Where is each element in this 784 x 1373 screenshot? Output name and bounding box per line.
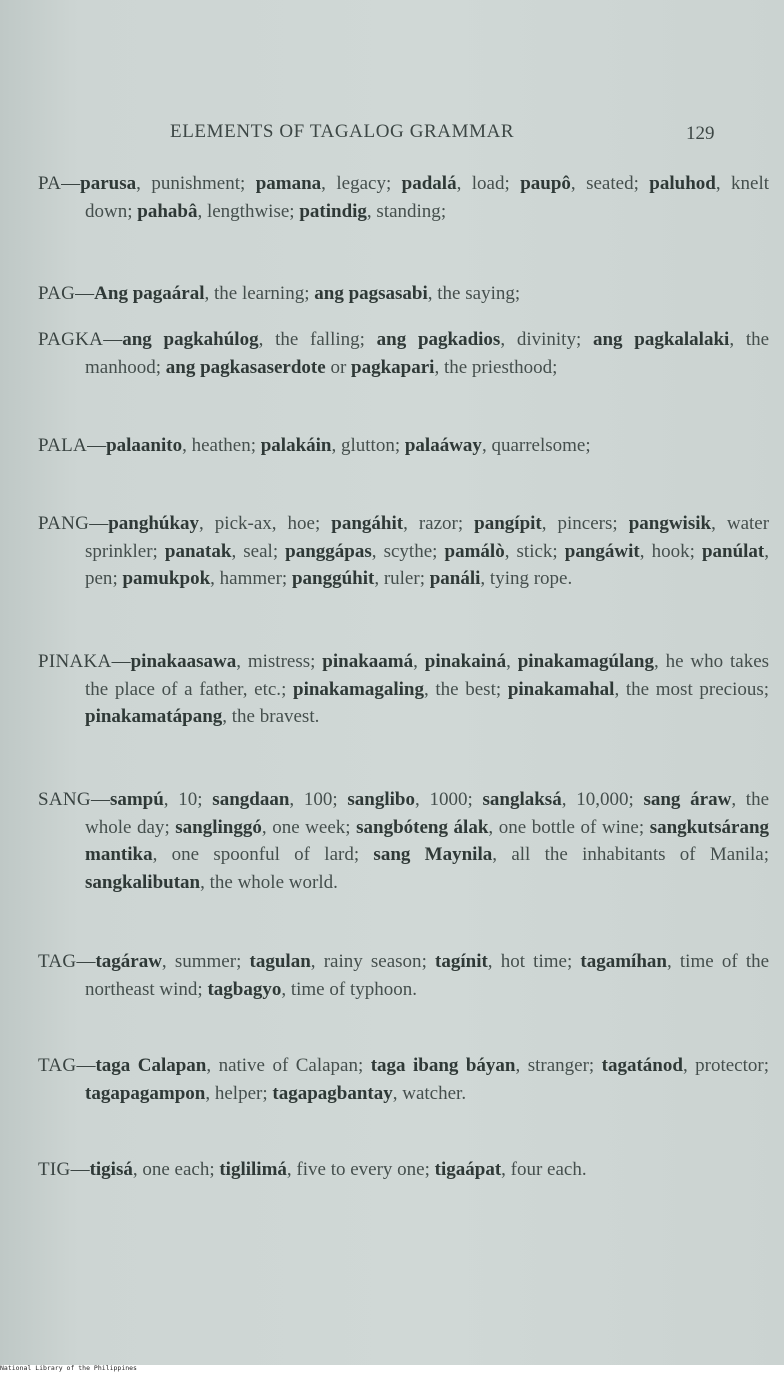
english-gloss: four each: [510, 1159, 582, 1180]
english-gloss: ruler: [383, 568, 420, 589]
english-gloss: the priesthood: [443, 356, 553, 378]
english-gloss: time of typhoon: [290, 978, 413, 1000]
english-gloss: punishment: [151, 173, 240, 194]
tagalog-word: pinakaamá: [322, 651, 414, 672]
english-gloss: lengthwise: [206, 200, 290, 222]
english-gloss: the manhood: [85, 329, 770, 378]
english-gloss: helper: [214, 1082, 263, 1104]
tagalog-word: tagatánod: [601, 1055, 683, 1076]
english-gloss: scythe: [383, 540, 433, 562]
tagalog-word: pamana: [255, 173, 322, 194]
tagalog-word: tigaápat: [434, 1159, 502, 1180]
entry-prefix: PA: [38, 173, 62, 194]
tagalog-word: Ang pagaáral: [94, 283, 205, 304]
english-gloss: one week: [272, 816, 346, 838]
tagalog-word: patindig: [299, 200, 367, 222]
tagalog-word: pangáhit: [331, 513, 404, 534]
tagalog-word: panáli: [429, 568, 481, 589]
tagalog-word: tagínit: [435, 951, 488, 972]
page-number: 129: [686, 123, 715, 144]
english-gloss: hook: [651, 540, 690, 562]
english-gloss: razor: [418, 513, 458, 534]
tagalog-word: pinakamagaling: [293, 678, 424, 700]
tagalog-word: sang Maynila: [373, 844, 493, 865]
tagalog-word: pamálò: [444, 540, 505, 562]
english-gloss: the learning: [214, 283, 305, 304]
tagalog-word: pinakamahal: [507, 678, 615, 700]
english-gloss: 10: [178, 789, 198, 810]
entry-prefix: PAGKA: [38, 329, 104, 350]
tagalog-word: tagáraw: [95, 951, 162, 972]
english-gloss: or: [330, 356, 347, 378]
tagalog-word: sampú: [109, 789, 164, 810]
entry-tig: TIG—tigisá, one each; tiglilimá, five to every one; tigaápat, four each.: [38, 1159, 587, 1180]
english-gloss: stranger: [527, 1055, 589, 1076]
english-gloss: the whole world: [209, 871, 334, 893]
tagalog-word: ang pagkadios: [376, 329, 501, 350]
tagalog-word: pangípit: [474, 513, 542, 534]
english-gloss: load: [471, 173, 505, 194]
tagalog-word: parusa: [80, 173, 137, 194]
tagalog-word: pinakaasawa: [130, 651, 237, 672]
english-gloss: five to every one: [296, 1159, 425, 1180]
tagalog-word: tiglilimá: [219, 1159, 287, 1180]
tagalog-word: pagkapari: [351, 356, 435, 378]
running-title: ELEMENTS OF TAGALOG GRAMMAR: [170, 121, 515, 142]
tagalog-word: ang pagkasaserdote: [165, 356, 326, 378]
english-gloss: seal: [243, 540, 273, 562]
english-gloss: rainy season: [323, 951, 422, 972]
running-head: [0, 121, 784, 151]
entry-prefix: PALA: [38, 435, 88, 456]
english-gloss: time of the northeast wind: [85, 951, 770, 1000]
english-gloss: the whole day: [85, 789, 770, 838]
english-gloss: glutton: [340, 435, 395, 456]
entry-prefix: TAG: [38, 1055, 77, 1076]
english-gloss: summer: [174, 951, 237, 972]
tagalog-word: taga Calapan: [95, 1055, 207, 1076]
tagalog-word: pangáwit: [564, 540, 640, 562]
entry-pala: PALA—palaanito, heathen; palakáin, glutton; palaáway, quarrelsome;: [38, 435, 591, 456]
english-gloss: heathen: [191, 435, 251, 456]
tagalog-word: pamukpok: [122, 568, 211, 589]
tagalog-word: tagbagyo: [207, 978, 282, 1000]
tagalog-word: panghúkay: [108, 513, 200, 534]
tagalog-word: sanglibo: [347, 789, 415, 810]
tagalog-word: padalá: [401, 173, 457, 194]
tagalog-word: palakáin: [260, 435, 332, 456]
entry-pang: PANG—panghúkay, pick-ax, hoe; pangáhit, razor; pangípit, pincers; pangwisik, water sprinkler; panatak, seal; panggápas, scythe; pamálò, stick; pangáwit, hook; panúlat, pen; pamukpok, hammer; panggúhit, ruler; panáli, tying rope.: [38, 513, 770, 589]
tagalog-word: palaanito: [106, 435, 183, 456]
tagalog-word: tagamíhan: [580, 951, 667, 972]
english-gloss: standing: [376, 200, 441, 222]
english-gloss: pick-ax, hoe: [214, 513, 315, 534]
tagalog-word: tagulan: [249, 951, 311, 972]
entry-tag-agent: TAG—taga Calapan, native of Calapan; taga ibang báyan, stranger; tagatánod, protector; tagapagampon, helper; tagapagbantay, watcher.: [38, 1055, 769, 1104]
english-gloss: divinity: [516, 329, 576, 350]
tagalog-word: sangkutsárang mantika: [85, 816, 770, 865]
english-gloss: knelt down: [85, 173, 770, 222]
entry-tag-time: TAG—tagáraw, summer; tagulan, rainy season; tagínit, hot time; tagamíhan, time of the northeast wind; tagbagyo, time of typhoon.: [38, 951, 770, 1000]
tagalog-word: ang pagkahúlog: [122, 329, 259, 350]
english-gloss: seated: [586, 173, 634, 194]
english-gloss: the bravest: [231, 706, 315, 727]
entry-pag: PAG—Ang pagaáral, the learning; ang pagsasabi, the saying;: [38, 283, 521, 304]
tagalog-word: pinakamatápang: [85, 706, 223, 727]
english-gloss: one spoonful of lard: [171, 844, 354, 865]
tagalog-word: sangdaan: [212, 789, 290, 810]
english-gloss: he who takes the place of a father, etc.: [85, 651, 770, 700]
english-gloss: hammer: [219, 568, 282, 589]
english-gloss: 100: [303, 789, 333, 810]
tagalog-word: paluhod: [649, 173, 716, 194]
english-gloss: quarrelsome: [491, 435, 586, 456]
entry-sang: SANG—sampú, 10; sangdaan, 100; sanglibo, 1000; sanglaksá, 10,000; sang áraw, the whole day; sanglinggó, one week; sangbóteng álak, one bottle of wine; sangkutsárang mantika, one spoonful of lard; sang Maynila, all the inhabitants of Manila; sangkalibutan, the whole world.: [38, 789, 770, 893]
english-gloss: the falling: [275, 329, 360, 350]
tagalog-word: sanglinggó: [175, 816, 262, 838]
tagalog-word: paupô: [520, 173, 571, 194]
tagalog-word: sangkalibutan: [85, 871, 201, 893]
tagalog-word: ang pagkalalaki: [592, 329, 730, 350]
entry-prefix: TIG: [38, 1159, 71, 1180]
english-gloss: watcher: [402, 1082, 462, 1104]
english-gloss: one bottle of wine: [498, 816, 639, 838]
entry-prefix: SANG: [38, 789, 91, 810]
english-gloss: pincers: [557, 513, 613, 534]
english-gloss: one each: [142, 1159, 210, 1180]
english-gloss: the best: [435, 678, 496, 700]
english-gloss: water sprinkler: [85, 513, 770, 562]
english-gloss: mistress: [247, 651, 311, 672]
english-gloss: 10,000: [576, 789, 629, 810]
tagalog-word: taga ibang báyan: [370, 1055, 516, 1076]
tagalog-word: panggúhit: [291, 568, 375, 589]
entry-pagka: PAGKA—ang pagkahúlog, the falling; ang pagkadios, divinity; ang pagkalalaki, the manhood; ang pagkasaserdote or pagkapari, the priesthood;: [38, 329, 770, 378]
library-credit: National Library of the Philippines: [0, 1364, 137, 1372]
english-gloss: tying rope: [489, 568, 568, 589]
english-gloss: stick: [516, 540, 553, 562]
tagalog-word: sanglaksá: [482, 789, 562, 810]
english-gloss: hot time: [500, 951, 567, 972]
tagalog-word: tigisá: [89, 1159, 133, 1180]
tagalog-word: tagapagbantay: [272, 1082, 393, 1104]
entry-prefix: TAG: [38, 951, 77, 972]
english-gloss: all the inhabitants of Manila: [511, 844, 764, 865]
tagalog-word: pahabâ: [137, 200, 198, 222]
tagalog-word: sangbóteng álak: [356, 816, 489, 838]
tagalog-word: sang áraw: [643, 789, 732, 810]
entry-prefix: PANG: [38, 513, 90, 534]
tagalog-word: pinakainá: [424, 651, 507, 672]
english-gloss: protector: [695, 1055, 764, 1076]
tagalog-word: tagapagampon: [85, 1082, 206, 1104]
tagalog-word: pangwisik: [628, 513, 712, 534]
english-gloss: legacy: [336, 173, 386, 194]
entry-pinaka: PINAKA—pinakaasawa, mistress; pinakaamá, pinakainá, pinakamagúlang, he who takes the place of a father, etc.; pinakamagaling, the best; pinakamahal, the most precious; pinakamatápang, the bravest.: [38, 651, 770, 727]
tagalog-word: panatak: [164, 540, 232, 562]
english-gloss: the most precious: [625, 678, 764, 700]
tagalog-word: panúlat: [701, 540, 765, 562]
entry-prefix: PINAKA: [38, 651, 112, 672]
tagalog-word: pinakamagúlang: [517, 651, 654, 672]
entry-prefix: PAG: [38, 283, 76, 304]
entry-pa: PA—parusa, punishment; pamana, legacy; padalá, load; paupô, seated; paluhod, knelt down; pahabâ, lengthwise; patindig, standing;: [38, 173, 770, 222]
tagalog-word: panggápas: [285, 540, 372, 562]
tagalog-word: palaáway: [404, 435, 482, 456]
english-gloss: 1000: [429, 789, 468, 810]
english-gloss: native of Calapan: [218, 1055, 358, 1076]
tagalog-word: ang pagsasabi: [314, 283, 428, 304]
english-gloss: the saying: [437, 283, 515, 304]
english-gloss: pen: [85, 568, 113, 589]
